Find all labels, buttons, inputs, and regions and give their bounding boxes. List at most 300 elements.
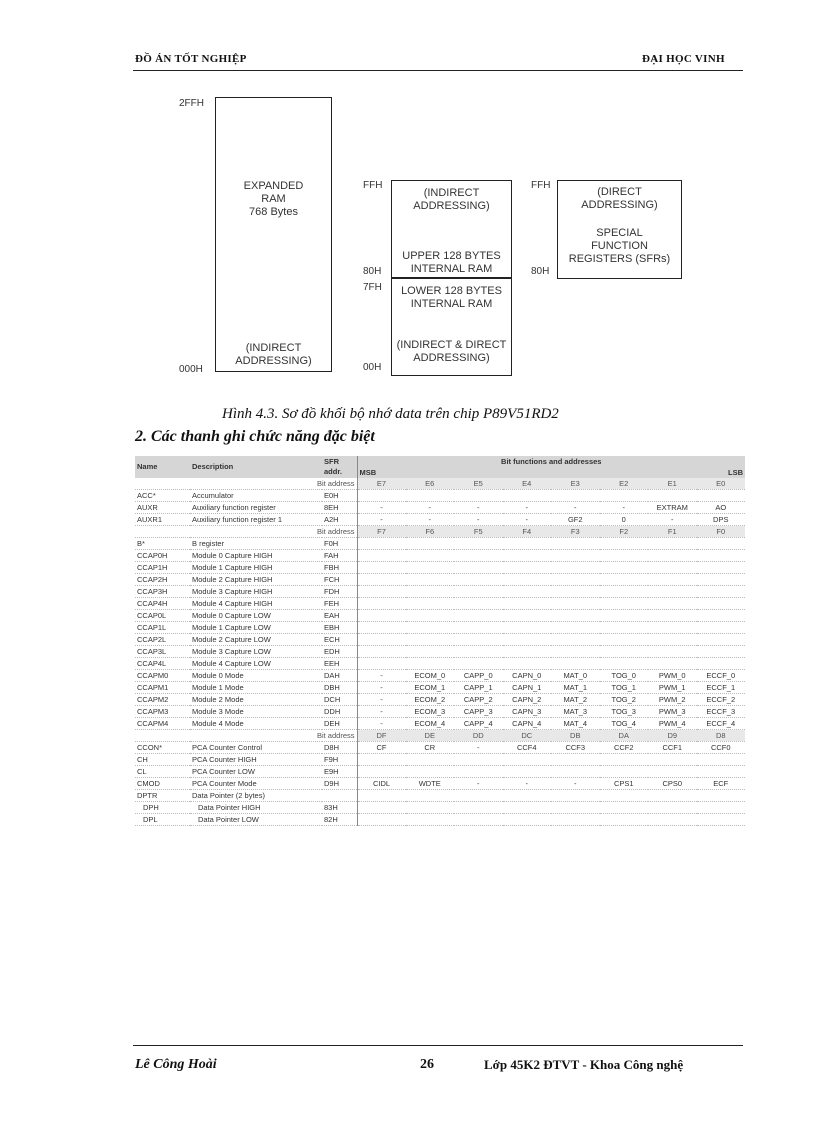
- register-name: B*: [135, 538, 190, 550]
- table-row: [135, 778, 745, 790]
- bit-cell: -: [503, 502, 552, 514]
- bit-cell: [600, 658, 649, 670]
- bit-cell: [454, 598, 503, 610]
- table-row: [135, 814, 745, 826]
- bit-cell: -: [503, 514, 552, 526]
- bit-cell: [648, 598, 697, 610]
- bit-cell: [648, 766, 697, 778]
- register-name: CCAPM0: [135, 670, 190, 682]
- bit-cell: CAPP_1: [454, 682, 503, 694]
- register-name: CCAP1H: [135, 562, 190, 574]
- bit-cell: ECCF_4: [697, 718, 746, 730]
- register-sfr-address: ECH: [322, 634, 357, 646]
- bit-cell: [551, 646, 600, 658]
- bit-cell: DF: [357, 730, 406, 742]
- bit-address-label: Bit address: [135, 730, 357, 742]
- bit-cell: [697, 538, 746, 550]
- table-row: [135, 754, 745, 766]
- bit-cell: [551, 814, 600, 826]
- register-description: Module 0 Capture LOW: [190, 610, 322, 622]
- bit-cell: [454, 586, 503, 598]
- bit-address-row: [135, 526, 745, 538]
- bit-cell: [406, 562, 455, 574]
- bit-cell: ECCF_3: [697, 706, 746, 718]
- bit-cell: [648, 622, 697, 634]
- internal-upper-top-address: FFH: [363, 180, 383, 191]
- bit-cell: -: [357, 670, 406, 682]
- bit-cell: [454, 646, 503, 658]
- bit-cell: [697, 802, 746, 814]
- sfr-label: SPECIAL FUNCTION REGISTERS (SFRs): [568, 227, 671, 265]
- bit-cell: D8: [697, 730, 746, 742]
- bit-cell: E4: [503, 478, 552, 490]
- bit-cell: [503, 622, 552, 634]
- bit-cell: DPS: [697, 514, 746, 526]
- bit-cell: F3: [551, 526, 600, 538]
- register-description: Module 2 Capture LOW: [190, 634, 322, 646]
- bit-cell: ECCF_0: [697, 670, 746, 682]
- bit-cell: -: [503, 778, 552, 790]
- internal-lower-label: LOWER 128 BYTES INTERNAL RAM: [401, 285, 502, 310]
- bit-cell: -: [551, 778, 600, 790]
- register-sfr-address: FBH: [322, 562, 357, 574]
- page-header-left: ĐỒ ÁN TỐT NGHIỆP: [135, 53, 247, 65]
- bit-cell: CCF0: [697, 742, 746, 754]
- register-sfr-address: DEH: [322, 718, 357, 730]
- register-description: PCA Counter HIGH: [190, 754, 322, 766]
- bit-cell: CAPN_3: [503, 706, 552, 718]
- register-description: Module 0 Mode: [190, 670, 322, 682]
- register-name: CMOD: [135, 778, 190, 790]
- bit-cell: [454, 754, 503, 766]
- bit-cell: [697, 610, 746, 622]
- bit-cell: ECCF_1: [697, 682, 746, 694]
- bit-cell: [697, 562, 746, 574]
- register-sfr-address: E9H: [322, 766, 357, 778]
- register-sfr-address: FEH: [322, 598, 357, 610]
- register-name: CCAP1L: [135, 622, 190, 634]
- sfr-table: [135, 456, 745, 826]
- bit-cell: E2: [600, 478, 649, 490]
- table-row: [135, 586, 745, 598]
- register-description: Module 4 Mode: [190, 718, 322, 730]
- bit-cell: -: [454, 742, 503, 754]
- register-sfr-address: D8H: [322, 742, 357, 754]
- bit-cell: [648, 802, 697, 814]
- register-sfr-address: F9H: [322, 754, 357, 766]
- internal-lower-mode: (INDIRECT & DIRECT ADDRESSING): [396, 339, 507, 364]
- bit-cell: [357, 754, 406, 766]
- bit-cell: -: [357, 514, 406, 526]
- page-header-right: ĐẠI HỌC VINH: [642, 53, 725, 65]
- section-title: 2. Các thanh ghi chức năng đặc biệt: [135, 428, 375, 445]
- bit-cell: [503, 754, 552, 766]
- bit-cell: -: [551, 502, 600, 514]
- internal-upper-mode: (INDIRECT ADDRESSING): [413, 187, 490, 212]
- bit-cell: [357, 814, 406, 826]
- register-sfr-address: DDH: [322, 706, 357, 718]
- bit-cell: [551, 586, 600, 598]
- bit-cell: [600, 766, 649, 778]
- register-name: CCAPM1: [135, 682, 190, 694]
- bit-cell: [551, 610, 600, 622]
- bit-cell: -: [600, 502, 649, 514]
- bit-cell: [357, 598, 406, 610]
- bit-cell: [551, 622, 600, 634]
- bit-cell: EXTRAM: [648, 502, 697, 514]
- bit-cell: ECOM_0: [406, 670, 455, 682]
- bit-cell: TOG_4: [600, 718, 649, 730]
- bit-cell: [648, 490, 697, 502]
- register-description: Module 3 Capture HIGH: [190, 586, 322, 598]
- bit-cell: -: [357, 706, 406, 718]
- bit-cell: [697, 646, 746, 658]
- bit-cell: [551, 574, 600, 586]
- bit-cell: [406, 490, 455, 502]
- table-row: [135, 694, 745, 706]
- bit-cell: [697, 814, 746, 826]
- bit-cell: MAT_1: [551, 682, 600, 694]
- sfr-table-body: [135, 478, 745, 826]
- bit-cell: F0: [697, 526, 746, 538]
- table-row: [135, 562, 745, 574]
- expanded-bottom-address: 000H: [179, 364, 203, 375]
- bit-cell: [697, 598, 746, 610]
- bit-cell: [454, 658, 503, 670]
- register-description: Data Pointer LOW: [190, 814, 322, 826]
- internal-upper-bottom-address: 80H: [363, 266, 382, 277]
- table-row: [135, 766, 745, 778]
- table-row: [135, 574, 745, 586]
- bit-cell: DB: [551, 730, 600, 742]
- bit-cell: [503, 562, 552, 574]
- bit-cell: [503, 814, 552, 826]
- bit-cell: [357, 790, 406, 802]
- internal-lower-bottom-address: 00H: [363, 362, 382, 373]
- bit-cell: [697, 622, 746, 634]
- register-sfr-address: 8EH: [322, 502, 357, 514]
- bit-cell: [551, 538, 600, 550]
- register-description: Auxiliary function register 1: [190, 514, 322, 526]
- register-description: Data Pointer HIGH: [190, 802, 322, 814]
- bit-cell: [357, 562, 406, 574]
- bit-cell: [454, 490, 503, 502]
- register-description: Module 1 Capture HIGH: [190, 562, 322, 574]
- bit-cell: CAPN_2: [503, 694, 552, 706]
- bit-cell: DD: [454, 730, 503, 742]
- bit-cell: [551, 658, 600, 670]
- register-name: CL: [135, 766, 190, 778]
- bit-cell: TOG_1: [600, 682, 649, 694]
- bit-cell: MAT_4: [551, 718, 600, 730]
- bit-cell: -: [357, 718, 406, 730]
- bit-cell: -: [406, 514, 455, 526]
- register-sfr-address: EDH: [322, 646, 357, 658]
- table-row: [135, 802, 745, 814]
- bit-cell: -: [357, 682, 406, 694]
- table-row: [135, 598, 745, 610]
- bit-cell: [406, 658, 455, 670]
- bit-address-label: Bit address: [135, 478, 357, 490]
- bit-cell: PWM_3: [648, 706, 697, 718]
- bit-cell: [503, 598, 552, 610]
- bit-cell: CR: [406, 742, 455, 754]
- bit-cell: ECOM_2: [406, 694, 455, 706]
- bit-cell: [551, 802, 600, 814]
- bit-cell: [357, 766, 406, 778]
- bit-cell: [600, 586, 649, 598]
- bit-cell: ECF: [697, 778, 746, 790]
- bit-cell: [406, 802, 455, 814]
- register-sfr-address: DAH: [322, 670, 357, 682]
- bit-cell: [648, 658, 697, 670]
- register-sfr-address: D9H: [322, 778, 357, 790]
- bit-cell: DC: [503, 730, 552, 742]
- bit-cell: [600, 754, 649, 766]
- bit-cell: [454, 574, 503, 586]
- bit-cell: [600, 550, 649, 562]
- bit-cell: [503, 646, 552, 658]
- bit-cell: [406, 634, 455, 646]
- bit-cell: [454, 538, 503, 550]
- header-name: Name: [135, 456, 190, 478]
- bit-cell: [357, 658, 406, 670]
- bit-cell: [454, 622, 503, 634]
- footer-class: Lớp 45K2 ĐTVT - Khoa Công nghệ: [484, 1057, 684, 1072]
- header-divider: [133, 70, 743, 71]
- bit-cell: [406, 646, 455, 658]
- bit-cell: CPS0: [648, 778, 697, 790]
- table-row: [135, 490, 745, 502]
- bit-cell: [454, 814, 503, 826]
- register-name: ACC*: [135, 490, 190, 502]
- register-name: CCON*: [135, 742, 190, 754]
- bit-cell: [697, 754, 746, 766]
- bit-cell: F4: [503, 526, 552, 538]
- bit-cell: [648, 634, 697, 646]
- bit-cell: [551, 766, 600, 778]
- bit-cell: AO: [697, 502, 746, 514]
- bit-cell: [454, 550, 503, 562]
- bit-cell: ECOM_1: [406, 682, 455, 694]
- bit-cell: CCF1: [648, 742, 697, 754]
- expanded-ram-title: EXPANDED RAM 768 Bytes: [243, 180, 304, 218]
- header-sfr-addr: SFR addr.: [322, 456, 357, 478]
- table-row: [135, 718, 745, 730]
- bit-cell: TOG_3: [600, 706, 649, 718]
- register-name: DPL: [135, 814, 190, 826]
- bit-cell: [406, 790, 455, 802]
- register-description: Module 1 Mode: [190, 682, 322, 694]
- register-sfr-address: FCH: [322, 574, 357, 586]
- register-description: Module 3 Capture LOW: [190, 646, 322, 658]
- bit-cell: [697, 634, 746, 646]
- bit-cell: MAT_3: [551, 706, 600, 718]
- bit-cell: F7: [357, 526, 406, 538]
- register-name: CCAP2L: [135, 634, 190, 646]
- bit-cell: [454, 634, 503, 646]
- bit-cell: [697, 550, 746, 562]
- table-row: [135, 682, 745, 694]
- bit-cell: [406, 538, 455, 550]
- bit-cell: [600, 610, 649, 622]
- bit-cell: [551, 562, 600, 574]
- bit-cell: [648, 586, 697, 598]
- table-row: [135, 706, 745, 718]
- bit-cell: [406, 754, 455, 766]
- register-sfr-address: [322, 790, 357, 802]
- bit-cell: MAT_0: [551, 670, 600, 682]
- bit-cell: -: [454, 514, 503, 526]
- register-description: Auxiliary function register: [190, 502, 322, 514]
- register-description: Accumulator: [190, 490, 322, 502]
- sfr-bottom-address: 80H: [531, 266, 550, 277]
- bit-cell: [357, 490, 406, 502]
- bit-cell: CPS1: [600, 778, 649, 790]
- register-name: DPTR: [135, 790, 190, 802]
- bit-cell: D9: [648, 730, 697, 742]
- bit-cell: PWM_2: [648, 694, 697, 706]
- bit-cell: [600, 574, 649, 586]
- register-description: PCA Counter LOW: [190, 766, 322, 778]
- bit-cell: [406, 622, 455, 634]
- bit-cell: [648, 550, 697, 562]
- register-name: AUXR: [135, 502, 190, 514]
- bit-cell: [357, 802, 406, 814]
- sfr-top-address: FFH: [531, 180, 551, 191]
- internal-upper-label: UPPER 128 BYTES INTERNAL RAM: [402, 250, 501, 275]
- bit-cell: [503, 790, 552, 802]
- header-lsb: LSB: [551, 467, 745, 478]
- register-name: CCAP2H: [135, 574, 190, 586]
- bit-cell: [648, 538, 697, 550]
- bit-cell: [648, 574, 697, 586]
- bit-cell: -: [454, 502, 503, 514]
- table-row: [135, 538, 745, 550]
- bit-cell: DE: [406, 730, 455, 742]
- memory-map-diagram: [170, 90, 700, 390]
- header-description: Description: [190, 456, 322, 478]
- bit-address-row: [135, 730, 745, 742]
- register-name: CCAPM3: [135, 706, 190, 718]
- bit-cell: PWM_0: [648, 670, 697, 682]
- bit-cell: F2: [600, 526, 649, 538]
- bit-cell: [357, 634, 406, 646]
- table-row: [135, 502, 745, 514]
- bit-cell: CAPP_2: [454, 694, 503, 706]
- bit-cell: [454, 610, 503, 622]
- bit-cell: F6: [406, 526, 455, 538]
- register-name: CCAP4H: [135, 598, 190, 610]
- bit-cell: [600, 490, 649, 502]
- bit-cell: [454, 562, 503, 574]
- bit-cell: [551, 598, 600, 610]
- register-name: CCAP4L: [135, 658, 190, 670]
- bit-cell: [600, 814, 649, 826]
- table-row: [135, 622, 745, 634]
- register-sfr-address: EBH: [322, 622, 357, 634]
- expanded-top-address: 2FFH: [179, 98, 204, 109]
- bit-cell: E6: [406, 478, 455, 490]
- bit-cell: -: [454, 778, 503, 790]
- bit-cell: [503, 658, 552, 670]
- bit-cell: [648, 610, 697, 622]
- table-row: [135, 514, 745, 526]
- header-msb: MSB: [357, 467, 551, 478]
- bit-cell: PWM_1: [648, 682, 697, 694]
- register-sfr-address: F0H: [322, 538, 357, 550]
- register-name: CCAP0H: [135, 550, 190, 562]
- bit-cell: [551, 634, 600, 646]
- register-sfr-address: 82H: [322, 814, 357, 826]
- register-description: Module 1 Capture LOW: [190, 622, 322, 634]
- bit-cell: F1: [648, 526, 697, 538]
- bit-cell: [406, 766, 455, 778]
- bit-cell: [357, 610, 406, 622]
- register-description: Module 2 Mode: [190, 694, 322, 706]
- bit-cell: TOG_0: [600, 670, 649, 682]
- register-sfr-address: DCH: [322, 694, 357, 706]
- register-name: DPH: [135, 802, 190, 814]
- register-sfr-address: FDH: [322, 586, 357, 598]
- bit-cell: 0: [600, 514, 649, 526]
- table-row: [135, 634, 745, 646]
- register-name: CCAPM4: [135, 718, 190, 730]
- bit-cell: GF2: [551, 514, 600, 526]
- bit-cell: CAPP_0: [454, 670, 503, 682]
- bit-cell: ECOM_3: [406, 706, 455, 718]
- bit-cell: [551, 550, 600, 562]
- register-description: PCA Counter Mode: [190, 778, 322, 790]
- bit-cell: [600, 802, 649, 814]
- bit-cell: WDTE: [406, 778, 455, 790]
- bit-cell: [357, 538, 406, 550]
- bit-cell: DA: [600, 730, 649, 742]
- register-sfr-address: EEH: [322, 658, 357, 670]
- bit-cell: [600, 646, 649, 658]
- bit-cell: -: [357, 694, 406, 706]
- bit-cell: -: [406, 502, 455, 514]
- table-row: [135, 610, 745, 622]
- register-name: CCAP0L: [135, 610, 190, 622]
- register-description: Module 0 Capture HIGH: [190, 550, 322, 562]
- bit-cell: [406, 586, 455, 598]
- register-description: Module 2 Capture HIGH: [190, 574, 322, 586]
- bit-cell: [697, 586, 746, 598]
- bit-cell: E3: [551, 478, 600, 490]
- sfr-mode: (DIRECT ADDRESSING): [581, 186, 658, 211]
- register-description: Module 4 Capture HIGH: [190, 598, 322, 610]
- bit-cell: [503, 574, 552, 586]
- bit-cell: [600, 790, 649, 802]
- bit-cell: [406, 574, 455, 586]
- bit-cell: [648, 814, 697, 826]
- bit-cell: [551, 754, 600, 766]
- bit-cell: CIDL: [357, 778, 406, 790]
- bit-cell: [697, 574, 746, 586]
- bit-cell: [600, 634, 649, 646]
- bit-cell: E7: [357, 478, 406, 490]
- bit-cell: [503, 634, 552, 646]
- register-sfr-address: EAH: [322, 610, 357, 622]
- bit-cell: [503, 490, 552, 502]
- register-description: Data Pointer (2 bytes): [190, 790, 322, 802]
- bit-cell: [600, 538, 649, 550]
- footer-author: Lê Công Hoài: [135, 1057, 217, 1072]
- bit-cell: CF: [357, 742, 406, 754]
- bit-cell: CAPP_4: [454, 718, 503, 730]
- bit-cell: [697, 658, 746, 670]
